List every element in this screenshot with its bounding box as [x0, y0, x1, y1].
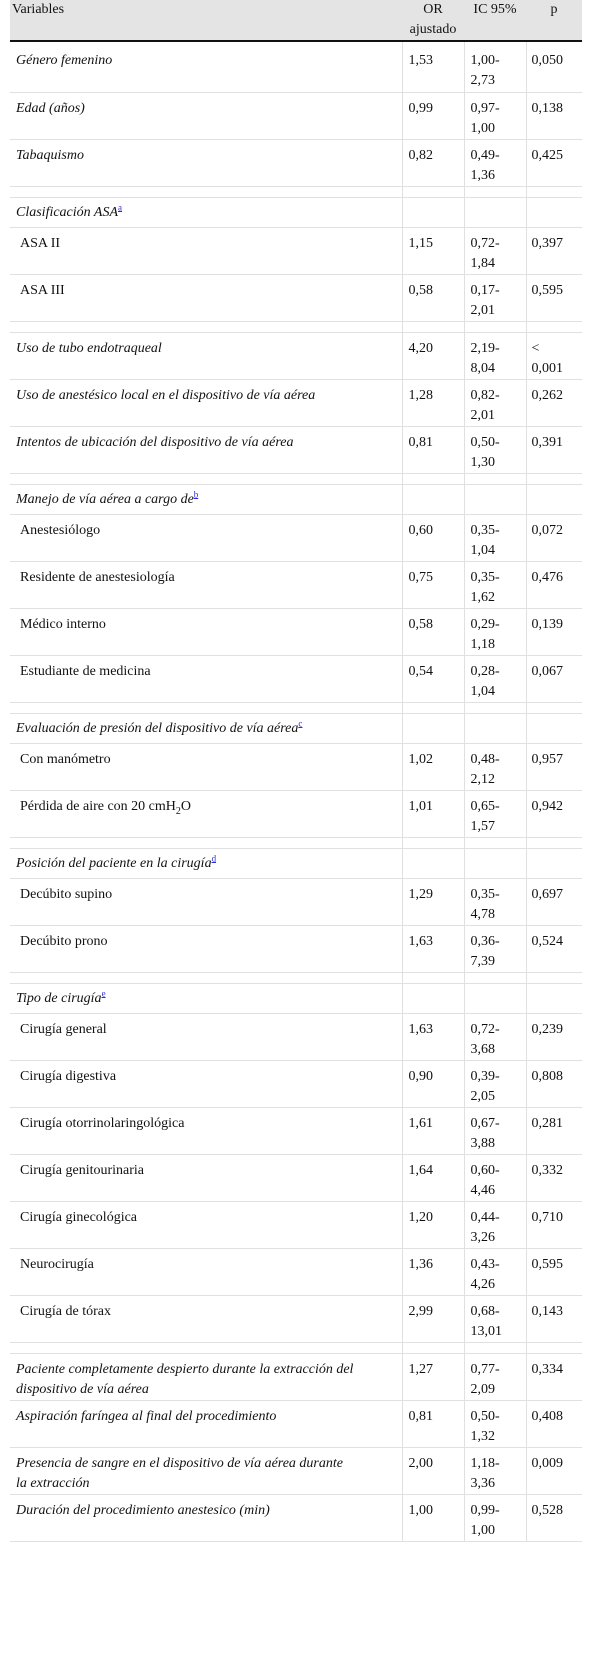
table-row: [10, 743, 582, 790]
row-or: 0,58: [402, 274, 464, 321]
table-row: [10, 1154, 582, 1201]
section-label: Posición del paciente en la cirugía$^d$: [10, 848, 402, 878]
section-label: Manejo de vía aérea a cargo de$^b$: [10, 484, 402, 514]
row-p: 0,239: [526, 1013, 582, 1060]
row-label: Cirugía genitourinaria: [10, 1154, 402, 1201]
spacer-row: [10, 321, 582, 332]
row-label: ASA III: [10, 274, 402, 321]
table-row: [10, 561, 582, 608]
row-p: 0,143: [526, 1295, 582, 1342]
row-or: 0,81: [402, 1400, 464, 1447]
header-variables: Variables: [10, 0, 402, 41]
row-p: 0,957: [526, 743, 582, 790]
footnote-link[interactable]: a: [118, 201, 123, 212]
row-p: 0,067: [526, 655, 582, 702]
table-row: [10, 1013, 582, 1060]
table-row: [10, 1353, 582, 1400]
row-p: 0,524: [526, 925, 582, 972]
spacer-row: [10, 837, 582, 848]
footnote-link[interactable]: d: [211, 852, 217, 863]
spacer-row: [10, 702, 582, 713]
row-or: 1,29: [402, 878, 464, 925]
row-or: 1,63: [402, 925, 464, 972]
row-p: 0,697: [526, 878, 582, 925]
row-or: 1,02: [402, 743, 464, 790]
table-row: [10, 514, 582, 561]
section-label: Evaluación de presión del dispositivo de vía aérea$^c$: [10, 713, 402, 743]
table-row: [10, 878, 582, 925]
row-label: Paciente completamente despierto durante la extracción del dispositivo de vía aérea: [10, 1353, 402, 1400]
row-p: 0,281: [526, 1107, 582, 1154]
row-label: Intentos de ubicación del dispositivo de vía aérea: [10, 426, 402, 473]
row-p: 0,397: [526, 227, 582, 274]
table-row: [10, 1107, 582, 1154]
table-row: [10, 139, 582, 186]
row-ic: 0,44- 3,26: [464, 1201, 526, 1248]
odds-ratio-table: [10, 0, 582, 1542]
table-row: [10, 332, 582, 379]
row-label: Médico interno: [10, 608, 402, 655]
row-p: 0,050: [526, 41, 582, 92]
section-row: [10, 713, 582, 743]
row-label: Pérdida de aire con 20 cmH$_2$O: [10, 790, 402, 837]
row-ic: 0,68- 13,01: [464, 1295, 526, 1342]
row-p: 0,408: [526, 1400, 582, 1447]
table-row: [10, 92, 582, 139]
row-ic: 0,28- 1,04: [464, 655, 526, 702]
header-p: p: [526, 0, 582, 41]
footnote-link[interactable]: e: [101, 987, 106, 998]
row-ic: 0,39- 2,05: [464, 1060, 526, 1107]
section-row: [10, 484, 582, 514]
spacer-row: [10, 1342, 582, 1353]
row-p: 0,072: [526, 514, 582, 561]
footnote-link[interactable]: c: [298, 717, 303, 728]
row-ic: 1,18- 3,36: [464, 1447, 526, 1494]
row-or: 1,63: [402, 1013, 464, 1060]
row-or: 0,58: [402, 608, 464, 655]
row-ic: 0,72- 1,84: [464, 227, 526, 274]
row-label: Uso de tubo endotraqueal: [10, 332, 402, 379]
table-row: [10, 379, 582, 426]
row-p: 0,334: [526, 1353, 582, 1400]
row-or: 2,00: [402, 1447, 464, 1494]
table-row: [10, 790, 582, 837]
table-row: [10, 1447, 582, 1494]
row-label: Tabaquismo: [10, 139, 402, 186]
row-ic: 0,35- 1,62: [464, 561, 526, 608]
section-label: Clasificación ASA$^a$: [10, 197, 402, 227]
row-or: 0,75: [402, 561, 464, 608]
row-or: 2,99: [402, 1295, 464, 1342]
row-ic: 0,82- 2,01: [464, 379, 526, 426]
table-row: [10, 1295, 582, 1342]
table-row: [10, 1201, 582, 1248]
row-label: Duración del procedimiento anestesico (min): [10, 1494, 402, 1541]
row-label: Aspiración faríngea al final del procedimiento: [10, 1400, 402, 1447]
spacer-row: [10, 186, 582, 197]
row-ic: 2,19- 8,04: [464, 332, 526, 379]
row-p: 0,595: [526, 274, 582, 321]
row-p: 0,139: [526, 608, 582, 655]
row-label: Uso de anestésico local en el dispositivo de vía aérea: [10, 379, 402, 426]
row-p: 0,528: [526, 1494, 582, 1541]
row-label: Cirugía otorrinolaringológica: [10, 1107, 402, 1154]
row-or: 1,36: [402, 1248, 464, 1295]
row-ic: 0,17- 2,01: [464, 274, 526, 321]
row-p: 0,009: [526, 1447, 582, 1494]
row-label: Cirugía ginecológica: [10, 1201, 402, 1248]
row-label: Presencia de sangre en el dispositivo de vía aérea durante la extracción: [10, 1447, 402, 1494]
table-row: [10, 426, 582, 473]
row-or: 1,15: [402, 227, 464, 274]
row-label: Residente de anestesiología: [10, 561, 402, 608]
row-label: Género femenino: [10, 41, 402, 92]
row-p: 0,138: [526, 92, 582, 139]
table-row: [10, 274, 582, 321]
table-row: [10, 925, 582, 972]
row-or: 0,60: [402, 514, 464, 561]
table-row: [10, 655, 582, 702]
row-label: Anestesiólogo: [10, 514, 402, 561]
section-row: [10, 848, 582, 878]
row-or: 0,90: [402, 1060, 464, 1107]
row-p: 0,595: [526, 1248, 582, 1295]
row-ic: 0,67- 3,88: [464, 1107, 526, 1154]
row-or: 1,20: [402, 1201, 464, 1248]
row-p: 0,476: [526, 561, 582, 608]
row-label: Con manómetro: [10, 743, 402, 790]
spacer-row: [10, 972, 582, 983]
row-or: 1,28: [402, 379, 464, 426]
spacer-row: [10, 473, 582, 484]
row-ic: 0,36- 7,39: [464, 925, 526, 972]
header-or: OR ajustado: [402, 0, 464, 41]
section-row: [10, 197, 582, 227]
table-row: [10, 1400, 582, 1447]
table-row: [10, 1060, 582, 1107]
table-row: [10, 227, 582, 274]
row-ic: 0,97- 1,00: [464, 92, 526, 139]
row-label: Edad (años): [10, 92, 402, 139]
row-or: 0,81: [402, 426, 464, 473]
row-ic: 0,65- 1,57: [464, 790, 526, 837]
table-row: [10, 1248, 582, 1295]
row-ic: 0,72- 3,68: [464, 1013, 526, 1060]
row-or: 1,61: [402, 1107, 464, 1154]
row-label: Cirugía de tórax: [10, 1295, 402, 1342]
row-label: Neurocirugía: [10, 1248, 402, 1295]
row-ic: 0,43- 4,26: [464, 1248, 526, 1295]
row-ic: 0,50- 1,32: [464, 1400, 526, 1447]
table-row: [10, 41, 582, 92]
table-row: [10, 608, 582, 655]
row-ic: 0,50- 1,30: [464, 426, 526, 473]
row-ic: 0,99- 1,00: [464, 1494, 526, 1541]
row-ic: 0,29- 1,18: [464, 608, 526, 655]
table-row: [10, 1494, 582, 1541]
row-p: 0,262: [526, 379, 582, 426]
row-or: 4,20: [402, 332, 464, 379]
header-ic: IC 95%: [464, 0, 526, 41]
section-row: [10, 983, 582, 1013]
row-label: Decúbito prono: [10, 925, 402, 972]
row-p: 0,332: [526, 1154, 582, 1201]
section-label: Tipo de cirugía$^e$: [10, 983, 402, 1013]
row-label: Cirugía digestiva: [10, 1060, 402, 1107]
row-ic: 0,35- 4,78: [464, 878, 526, 925]
row-ic: 0,60- 4,46: [464, 1154, 526, 1201]
row-p: < 0,001: [526, 332, 582, 379]
header-row: [10, 0, 582, 41]
row-or: 0,82: [402, 139, 464, 186]
row-or: 0,54: [402, 655, 464, 702]
row-or: 1,64: [402, 1154, 464, 1201]
row-label: Estudiante de medicina: [10, 655, 402, 702]
row-label: ASA II: [10, 227, 402, 274]
row-p: 0,710: [526, 1201, 582, 1248]
row-ic: 0,35- 1,04: [464, 514, 526, 561]
row-p: 0,391: [526, 426, 582, 473]
footnote-link[interactable]: b: [193, 488, 199, 499]
row-ic: 0,49- 1,36: [464, 139, 526, 186]
row-or: 1,27: [402, 1353, 464, 1400]
row-p: 0,808: [526, 1060, 582, 1107]
row-or: 1,00: [402, 1494, 464, 1541]
row-ic: 0,48- 2,12: [464, 743, 526, 790]
row-label: Decúbito supino: [10, 878, 402, 925]
row-ic: 1,00- 2,73: [464, 41, 526, 92]
row-or: 1,53: [402, 41, 464, 92]
row-p: 0,942: [526, 790, 582, 837]
row-label: Cirugía general: [10, 1013, 402, 1060]
row-or: 1,01: [402, 790, 464, 837]
row-p: 0,425: [526, 139, 582, 186]
row-or: 0,99: [402, 92, 464, 139]
row-ic: 0,77- 2,09: [464, 1353, 526, 1400]
